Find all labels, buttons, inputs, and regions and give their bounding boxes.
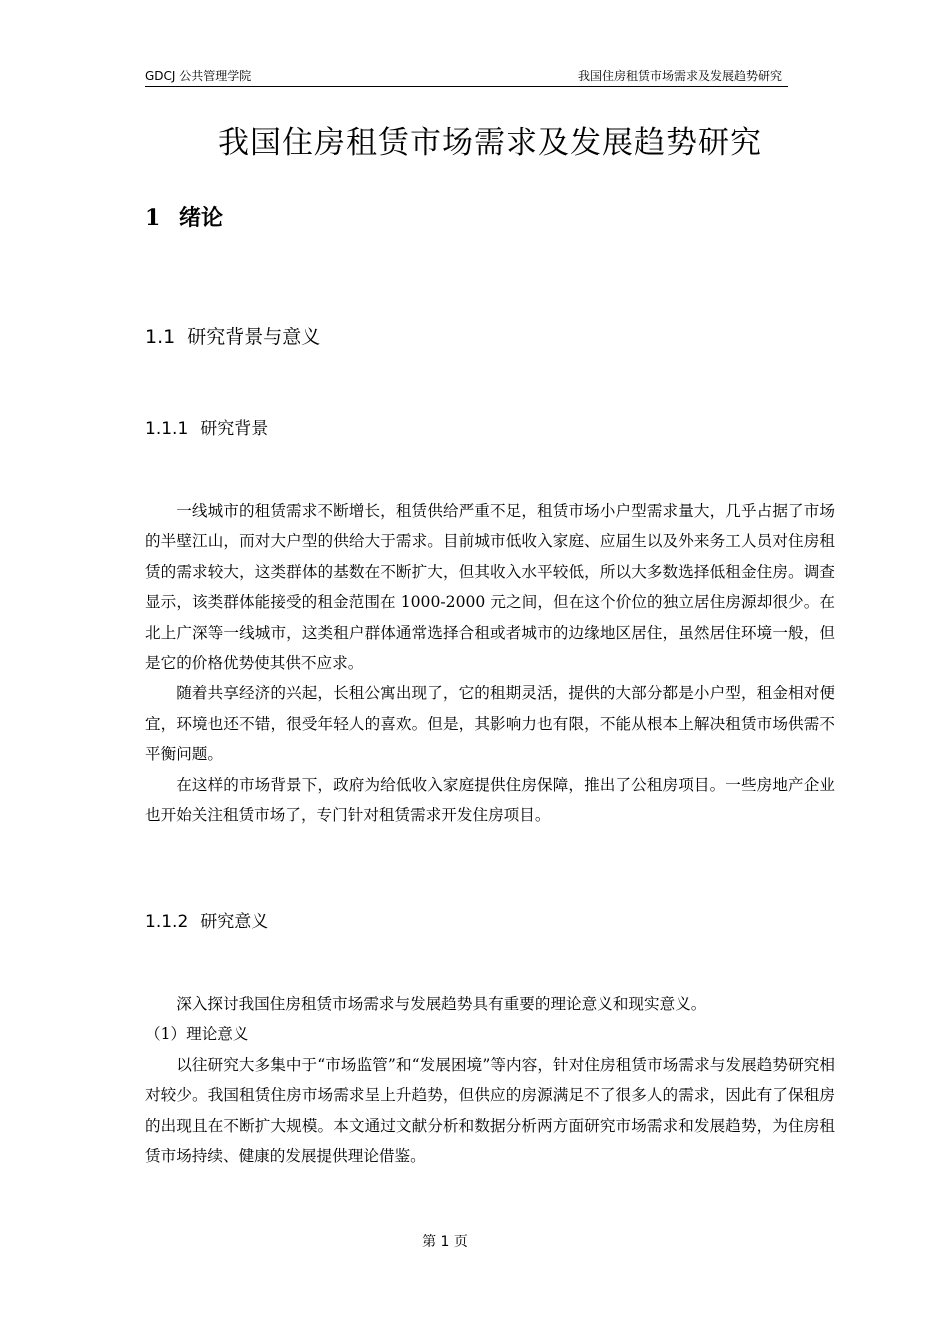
section-heading-1-1 bbox=[145, 321, 320, 353]
sub-heading: （1）理论意义 bbox=[145, 1025, 249, 1044]
section-number: 1.1.2 bbox=[145, 912, 189, 932]
document-title: 我国住房租赁市场需求及发展趋势研究 bbox=[218, 125, 762, 161]
paragraph: 在这样的市场背景下，政府为给低收入家庭提供住房保障，推出了公租房项目。一些房地产企业也开始关注租赁市场了，专门针对租赁需求开发住房项目。 bbox=[145, 775, 835, 825]
paragraph: 一线城市的租赁需求不断增长，租赁供给严重不足，租赁市场小户型需求量大，几乎占据了市场的半壁江山，而对大户型的供给大于需求。目前城市低收入家庭、应届生以及外来务工人员对住房租赁的需求较大，这类群体的基数在不断扩大，但其收入水平较低，所以大多数选择低租金住房。调查显示，该类群体能接受的租金范围在 1000-2000 元之间，但在这个价位的独立居住房源却很少。在北上广深等一线城市，这类租户群体通常选择合租或者城市的边缘地区居住，虽然居住环境一般，但是它的价格优势使其供不应求。 bbox=[145, 502, 835, 673]
page-number: 第 1 页 bbox=[422, 1234, 468, 1250]
section-heading-1-1-1 bbox=[145, 414, 268, 444]
section-number: 1 bbox=[145, 205, 161, 231]
section-heading-1-1-2 bbox=[145, 907, 268, 937]
section-title: 研究背景 bbox=[200, 419, 269, 439]
header-institution: GDCJ 公共管理学院 bbox=[145, 69, 252, 83]
section-heading-1 bbox=[145, 200, 223, 236]
significance-body bbox=[145, 989, 835, 1171]
section-title: 绪论 bbox=[179, 205, 224, 231]
paragraph: 以往研究大多集中于“市场监管”和“发展困境”等内容，针对住房租赁市场需求与发展趋势研究相对较少。我国租赁住房市场需求呈上升趋势，但供应的房源满足不了很多人的需求，因此有了保租房的出现且在不断扩大规模。本文通过文献分析和数据分析两方面研究市场需求和发展趋势，为住房租赁市场持续、健康的发展提供理论借鉴。 bbox=[145, 1055, 835, 1166]
header-doc-title: 我国住房租赁市场需求及发展趋势研究 bbox=[577, 69, 782, 83]
section-title: 研究背景与意义 bbox=[187, 326, 321, 348]
background-body bbox=[145, 496, 835, 830]
section-title: 研究意义 bbox=[200, 912, 269, 932]
section-number: 1.1 bbox=[145, 326, 176, 348]
paragraph: 深入探讨我国住房租赁市场需求与发展趋势具有重要的理论意义和现实意义。 bbox=[176, 995, 707, 1013]
page-header bbox=[145, 66, 788, 87]
section-number: 1.1.1 bbox=[145, 419, 189, 439]
paragraph: 随着共享经济的兴起，长租公寓出现了，它的租期灵活，提供的大部分都是小户型，租金相对便宜，环境也还不错，很受年轻人的喜欢。但是，其影响力也有限，不能从根本上解决租赁市场供需不平衡问题。 bbox=[145, 684, 835, 764]
